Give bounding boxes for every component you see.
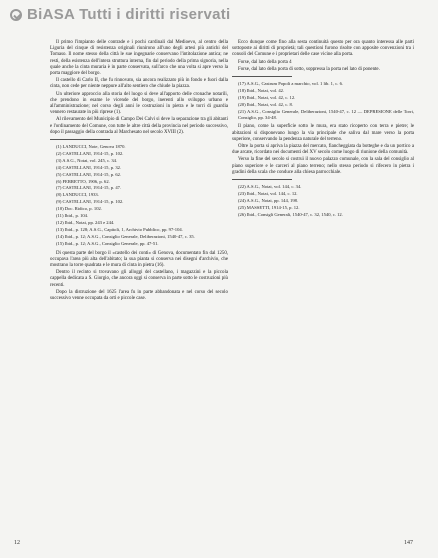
footnote: (14) Ibid., p. 12; A.S.G., Consiglio Generale, Deliberazioni, 1540-47, c. 35.	[56, 233, 195, 239]
footnote: (22) A.S.G., Notai, vol. 144, c. 34.	[238, 184, 302, 190]
paragraph: Di questa parte del borgo il «castello dei conti» di Genova, documentato fin dal 1250, occupava l'area più alta dell'abitato; la sua pianta si conserva nei disegni d'archivio, che mostrano la torre quadrata e le mura di cinta in pietra (16).	[50, 250, 228, 269]
footnote: (23) Ibid., Notai, vol. 144, c. 12.	[238, 190, 298, 196]
footnote: (19) Ibid., Notai, vol. 42, c. 12.	[238, 94, 296, 100]
paragraph: Il piano, come la superficie sotto le mura, era stato ricoperto con terra e pietre; le abitazioni si disponevano lungo la via principale che saliva dal mare verso la porta superiore, conservando la pendenza naturale del terreno.	[232, 124, 414, 142]
footnote: (7) CASTELLANI, 1914-15, p. 47.	[56, 185, 122, 191]
left-column	[50, 40, 228, 303]
footnote: (25) MASSETTI, 1914-15, p. 12.	[238, 204, 300, 210]
footnote: (5) CASTELLANI, 1914-15, p. 62.	[56, 171, 122, 177]
paragraph: Verso la fine del secolo si costruì il nuovo palazzo comunale, con la sala del consiglio al piano superiore e le carceri al piano terreno; nello stesso periodo si rifecero in pietra i gradini della scala che conduce alla chiesa parrocchiale.	[232, 157, 414, 175]
check-circle-icon	[10, 9, 22, 21]
footnote-separator	[232, 179, 292, 180]
paragraph: Dopo la distruzione del 1625 l'area fu in parte abbandonata e nel corso del secolo successivo venne occupata da orti e piccole case.	[50, 289, 228, 302]
paragraph: Un ulteriore approccio alla storia del luogo si deve all'apporto delle cronache notarili, che prendono in esame le vicende del borgo, inerenti allo sviluppo urbano e all'amministrazione; nel corso degli anni le costruzioni in pietra e le torri di guardia vennero restaurate in più riprese (1).	[50, 91, 228, 116]
footnote: (13) Ibid., p. 128; A.S.G., Capitoli, 1, Archivio Pubblico, pp. 97-104.	[56, 226, 183, 232]
footnote: (10) Doc. Ridico, p. 102.	[56, 206, 102, 212]
paragraph: Il primo l'impianto delle contrade e i pochi cardinali dal Medioevo, al centro della Liguria del cinque di resistenza originali riunirono all'uno degli artesi più antichi del Tomaso. Il nome stesso della città le sue ingegnarie conservano l'intitolazione antica; ne resti, della esistenza dell'intera struttura interna, fin dal periodo della prima signoria, nella quale anche la cinta muraria è in parte conservata, sull'arco che una volta si apre verso la porta maggiore del borgo.	[50, 40, 228, 77]
footnote: (2) CASTELLANI, 1914-15, p. 102.	[56, 150, 124, 156]
footnote: (4) CASTELLANI, 1914-15, p. 32.	[56, 164, 122, 170]
footnote: (12) Ibid., Notai, pp. 243 e 244.	[56, 220, 115, 226]
page-number-left: 12	[14, 540, 20, 546]
paragraph: Ecco dunque come fino alla sesta continuità questo per ora quanto interessa alle parti sottoposte ai diritti di proprietà; tali questioni furono risolte con apposite convenzioni tra i consoli del Comune e i proprietari delle case vicine alla porta.	[232, 40, 414, 58]
paragraph: Forse, dal lato della porta di sotto, soppressa la porta nel lato di ponente.	[238, 66, 380, 72]
footnote: (18) Ibid., Notai, vol. 42.	[238, 87, 285, 93]
watermark-text: BiASA Tutti i diritti riservati	[27, 6, 231, 23]
footnote-separator	[50, 139, 110, 140]
footnote: (6) FERRETTO, 1906, p. 62.	[56, 178, 110, 184]
footnote: (3) A.S.G., Notai, vol. 245, c. 34.	[56, 157, 118, 163]
footnote: (24) A.S.G., Notai, pp. 144, 198.	[238, 197, 299, 203]
watermark	[10, 6, 231, 23]
footnote-separator	[232, 76, 292, 77]
footnote: (20) Ibid., Notai, vol. 42, c. 8.	[238, 101, 293, 107]
paragraph: Oltre la porta si apriva la piazza del mercato, fiancheggiata da botteghe e da un portico a due arcate, ricordato nei documenti del XV secolo come luogo di riunione della comunità.	[232, 144, 414, 156]
footnote: (1) LANDUCCI, Note, Genova 1870.	[56, 144, 126, 150]
paragraph: Il castello di Carlo II, che fu rinnovato, sia ancora realizzato più in fondo e fuori dalla cinta, non cede per niente neppure all'alto sentiero che chiude la piazza.	[50, 78, 228, 90]
right-column	[232, 40, 414, 219]
page-number-right: 147	[404, 540, 413, 546]
paragraph: Dentro il recinto si trovavano gli alloggi del castellano, i magazzini e la piccola cappella dedicata a S. Giorgio, che ancora oggi si conserva in parte sotto le costruzioni più recenti.	[50, 270, 228, 288]
footnote: (11) Ibid., p. 104.	[56, 213, 89, 219]
footnote: (21) A.S.G., Consiglio Generale, Deliberazioni, 1540-47, c. 12 — DEPRESIONE delle Torri, Consiglio, pp. 34-48.	[238, 108, 414, 120]
footnote: (15) Ibid., p. 12; A.S.G., Consiglio Generale, pp. 47-51.	[56, 240, 159, 246]
footnote: (9) CASTELLANI, 1914-15, p. 102.	[56, 199, 124, 205]
footnote: (17) A.S.G., Castrum Popoli a marchio, vol. 1 lib. 1, c. 6.	[238, 81, 344, 87]
paragraph: Forse, dal lato della porta 4	[238, 59, 292, 65]
paragraph: Al rilevamento del Municipio di Campo Dei Calvi si deve la separazione tra gli abitanti e l'ordinamento del Comune, con tutte le altre città della provincia nel periodo successivo, dopo il passaggio della contrada al Marchesato nel secolo XVIII (2).	[50, 117, 228, 135]
footnote: (8) LANDUCCI, 1933.	[56, 192, 99, 198]
footnote: (26) Ibid., Consigli Generali, 1540-47, c. 32, 1540, c. 12.	[238, 211, 343, 217]
